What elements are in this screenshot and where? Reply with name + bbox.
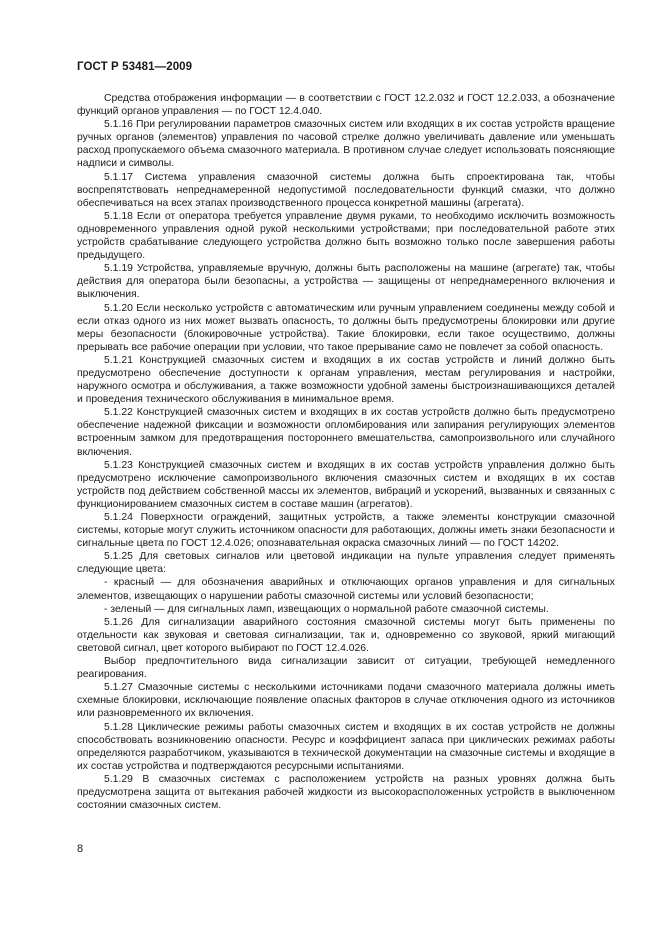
paragraph: 5.1.25 Для световых сигналов или цветовой индикации на пульте управления следует применять следующие цвета: (77, 551, 615, 576)
paragraph: 5.1.27 Смазочные системы с несколькими источниками подачи смазочного материала должны иметь схемные блокировки, исключающие появление опасных факторов в случае отключения одного из источников или разновременного их включения. (77, 682, 615, 720)
list-item: - красный — для обозначения аварийных и отключающих органов управления и для сигнальных элементов, извещающих о нарушении работы смазочной системы или условий безопасности; (77, 577, 615, 602)
standard-header: ГОСТ Р 53481—2009 (77, 61, 193, 73)
list-item: - зеленый — для сигнальных ламп, извещающих о нормальной работе смазочной системы. (104, 603, 549, 615)
paragraph: Средства отображения информации — в соответствии с ГОСТ 12.2.032 и ГОСТ 12.2.033, а обозначение функций органов управления — по ГОСТ 12.4.040. (77, 93, 615, 118)
paragraph: 5.1.23 Конструкцией смазочных систем и входящих в их состав устройств управления должно быть предусмотрено исключение самопроизвольного включения смазочных систем и входящих в их состав устройств под действием собственной массы их элементов, вибраций и ускорений, вызванных и связанных с функционированием смазочных систем в составе машин (агрегатов). (77, 459, 615, 510)
paragraph: 5.1.28 Циклические режимы работы смазочных систем и входящих в их состав устройств не должны способствовать возникновению опасности. Ресурс и коэффициент запаса при циклических режимах работы определяются разработчиком, указываются в технической документации на смазочные системы и входящие в их состав устройства и подтверждаются ресурсными испытаниями. (77, 721, 615, 772)
paragraph: 5.1.19 Устройства, управляемые вручную, должны быть расположены на машине (агрегате) так, чтобы действия для оператора были безопасны, а устройства — защищены от непреднамеренного включения и выключения. (77, 263, 615, 301)
paragraph: 5.1.17 Система управления смазочной системы должна быть спроектирована так, чтобы воспрепятствовать непреднамеренной недопустимой последовательности функций смазки, что должно обеспечиваться на всех этапах производственного процесса конкретной машины (агрегата). (77, 171, 615, 209)
paragraph: 5.1.26 Для сигнализации аварийного состояния смазочной системы могут быть применены по отдельности как звуковая и световая сигнализации, так и, одновременно со звуковой, яркий мигающий световой сигнал, цвет которого выбирают по ГОСТ 12.4.026. (77, 616, 615, 654)
paragraph: 5.1.18 Если от оператора требуется управление двумя руками, то необходимо исключить возможность одновременного управления одной рукой несколькими устройствами; при последовательной работе этих устройств срабатывание следующего устройства должно быть возможно только после завершения работы предыдущего. (77, 210, 615, 262)
paragraph: 5.1.16 При регулировании параметров смазочных систем или входящих в их состав устройств вращение ручных органов (элементов) управления по часовой стрелке должно увеличивать давление или уменьшать расход пропускаемого объема смазочного материала. В противном случае следует использовать поясняющие надписи и символы. (77, 119, 615, 170)
paragraph: 5.1.22 Конструкцией смазочных систем и входящих в их состав устройств должно быть предусмотрено обеспечение надежной фиксации и возможности опломбирования или запирания регулирующих элементов встроенным замком для предотвращения постороннего вмешательства, самопроизвольного или случайного включения. (77, 407, 615, 458)
paragraph: 5.1.29 В смазочных системах с расположением устройств на разных уровнях должна быть предусмотрена защита от вытекания рабочей жидкости из высокорасположенных устройств в выключенном состоянии смазочных систем. (77, 773, 615, 812)
document-body (77, 92, 615, 812)
page-number: 8 (77, 843, 84, 855)
paragraph: 5.1.21 Конструкцией смазочных систем и входящих в их состав устройств и линий должно быть предусмотрено обеспечение доступности к органам управления, местам регулирования и настройки, наружного осмотра и обслуживания, а также возможности удобной замены быстроизнашивающихся деталей и проведения технического обслуживания в минимальное время. (77, 354, 615, 406)
paragraph: 5.1.24 Поверхности ограждений, защитных устройств, а также элементы конструкции смазочной системы, которые могут служить источником опасности для работающих, должны иметь знаки безопасности и сигнальные цвета по ГОСТ 12.4.026; опознавательная окраска смазочных линий — по ГОСТ 14202. (77, 512, 615, 550)
paragraph: Выбор предпочтительного вида сигнализации зависит от ситуации, требующей немедленного реагирования. (77, 656, 615, 681)
paragraph: 5.1.20 Если несколько устройств с автоматическим или ручным управлением соединены между собой и если отказ одного из них может вызвать опасность, то должны быть предусмотрены блокировки или другие меры безопасности (блокировочные устройства). Такие блокировки, если такое осуществимо, должны прерывать все рабочие операции при условии, что такое прерывание само не повлечет за собой опасность. (77, 302, 615, 353)
